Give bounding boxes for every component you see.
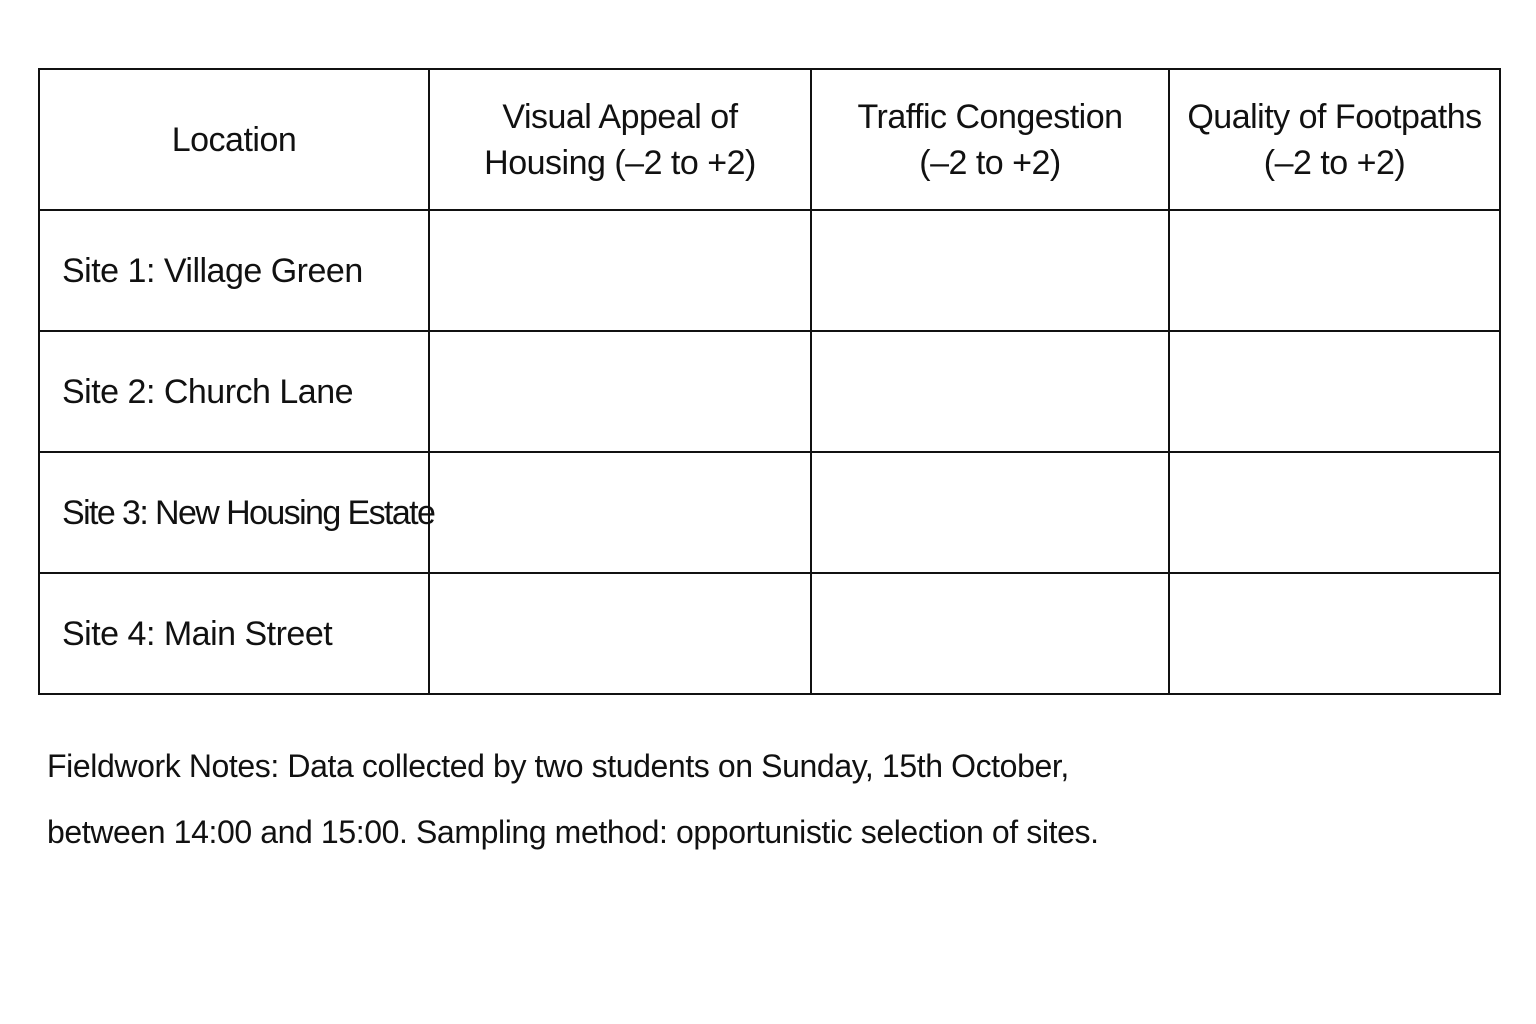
traffic-congestion-cell [811,210,1169,331]
location-cell: Site 4: Main Street [39,573,429,694]
notes-line-2: between 14:00 and 15:00. Sampling method: opportunistic selection of sites. [47,814,1099,850]
traffic-congestion-cell [811,573,1169,694]
visual-appeal-cell [429,210,811,331]
footpath-quality-cell [1169,573,1500,694]
notes-line-1: Fieldwork Notes: Data collected by two students on Sunday, 15th October, [47,748,1069,784]
location-cell: Site 3: New Housing Estate [39,452,429,573]
header-location: Location [39,69,429,210]
visual-appeal-cell [429,452,811,573]
traffic-congestion-cell [811,452,1169,573]
table-row [39,331,1500,452]
footpath-quality-cell [1169,452,1500,573]
header-row [39,69,1500,210]
survey-table [38,68,1501,695]
header-traffic-congestion: Traffic Congestion (–2 to +2) [811,69,1169,210]
visual-appeal-cell [429,573,811,694]
location-cell: Site 2: Church Lane [39,331,429,452]
table-row [39,452,1500,573]
footpath-quality-cell [1169,331,1500,452]
fieldwork-notes [47,733,1447,865]
visual-appeal-cell [429,331,811,452]
location-cell: Site 1: Village Green [39,210,429,331]
traffic-congestion-cell [811,331,1169,452]
table-row [39,573,1500,694]
header-visual-appeal: Visual Appeal of Housing (–2 to +2) [429,69,811,210]
footpath-quality-cell [1169,210,1500,331]
fieldwork-data-sheet [38,68,1499,695]
table-row [39,210,1500,331]
header-footpath-quality: Quality of Footpaths (–2 to +2) [1169,69,1500,210]
